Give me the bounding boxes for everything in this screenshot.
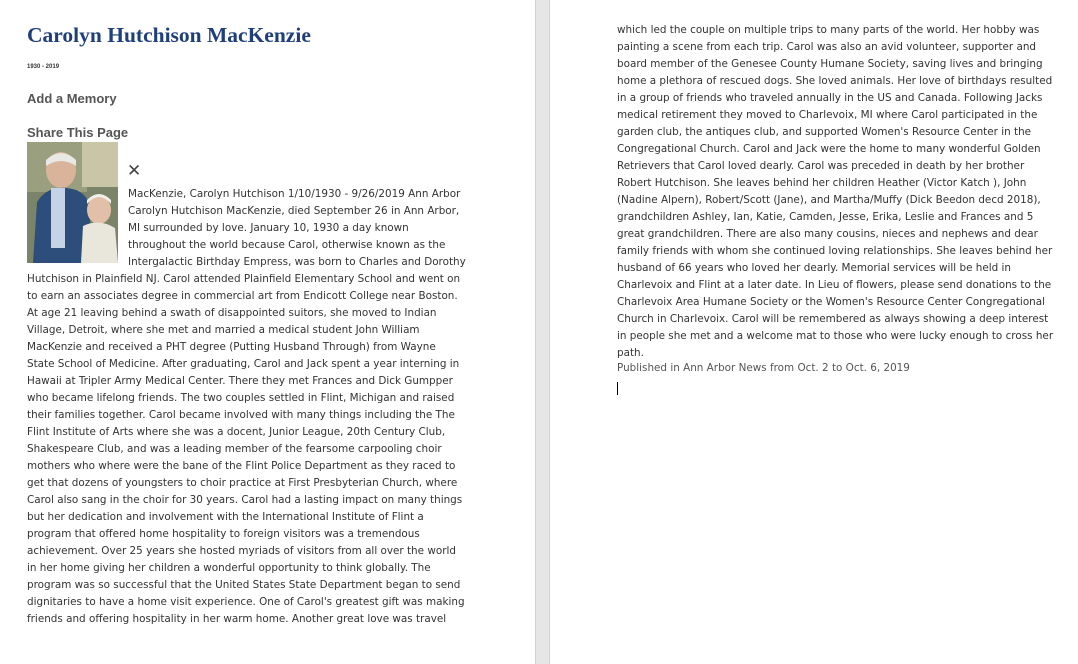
text-line: get that dozens of youngsters to choir practice at First Presbyterian Church, where (27, 477, 458, 489)
text-line: but her dedication and involvement with the International Institute of Flint a (27, 511, 424, 523)
text-line: Charlevoix and Flint at a later date. In Lieu of flowers, please send donations to the (617, 279, 1052, 291)
text-line: to earn an associates degree in commercial art from Endicott College near Boston. (27, 290, 458, 302)
text-line: Carol also sang in the choir for 30 years. Carol had a lasting impact on many things (27, 494, 463, 506)
text-line: (Nadine Alpern), Robert/Scott (Jane), and Martha/Muffy (Dick Beedon decd 2018), (617, 194, 1041, 206)
text-line: friends and offering hospitality in her warm home. Another great love was travel (27, 613, 447, 625)
text-line: Hawaii at Tripler Army Medical Center. There they met Frances and Dick Gumpper (27, 375, 453, 387)
text-line: MI surrounded by love. January 10, 1930 a day known (128, 222, 409, 234)
couple-photo-image (27, 142, 118, 263)
text-line: Church in Charlevoix. Carol will be remembered as always showing a deep interest (617, 313, 1049, 325)
text-line: husband of 66 years who loved her dearly. Memorial services will be held in (617, 262, 1012, 274)
couple-photo (27, 142, 118, 263)
life-dates: 1930 - 2019 (27, 64, 60, 70)
text-line: Shakespeare Club, and was a leading member of the fearsome carpooling choir (27, 443, 442, 455)
text-line: home a plethora of rescued dogs. She loved animals. Her love of birthdays resulted (617, 75, 1053, 87)
text-line: achievement. Over 25 years she hosted myriads of visitors from all over the world (27, 545, 456, 557)
text-line: MacKenzie, Carolyn Hutchison 1/10/1930 - 9/26/2019 Ann Arbor (128, 188, 461, 200)
text-line: Robert Hutchison. She leaves behind her children Heather (Victor Katch ), John (617, 177, 1027, 189)
close-icon[interactable]: ✕ (127, 161, 142, 180)
text-line: Intergalactic Birthday Empress, was born to Charles and Dorothy (128, 256, 466, 268)
text-line: grandchildren Ashley, Ian, Katie, Camden, Jesse, Erika, Leslie and Frances and 5 (617, 211, 1034, 223)
text-line: path. (617, 347, 644, 359)
text-line: painting a scene from each trip. Carol was also an avid volunteer, supporter and (617, 41, 1037, 53)
text-cursor[interactable] (617, 382, 618, 395)
text-line: family friends with whom she continued loving relationships. She leaves behind her (617, 245, 1053, 257)
text-line: Flint Institute of Arts where she was a docent, Junior League, 20th Century Club, (27, 426, 446, 438)
page-title: Carolyn Hutchison MacKenzie (27, 23, 311, 47)
text-line: Charlevoix Area Humane Society or the Women's Resource Center Congregational (617, 296, 1046, 308)
text-line: board member of the Genesee County Humane Society, saving lives and bringing (617, 58, 1043, 70)
text-line: garden club, the antiques club, and supported Women's Resource Center in the (617, 126, 1032, 138)
text-line: Congregational Church. Carol and Jack were the home to many wonderful Golden (617, 143, 1041, 155)
add-memory-link[interactable]: Add a Memory (27, 91, 117, 106)
text-line: dignitaries to have a home visit experience. One of Carol's greatest gift was making (27, 596, 465, 608)
text-line: mothers who where were the bane of the Flint Police Department as they raced to (27, 460, 456, 472)
text-line: program was so successful that the United States State Department began to send (27, 579, 461, 591)
text-line: in people she met and a welcome mat to those who were lucky enough to cross her (617, 330, 1054, 342)
text-line: medical retirement they moved to Charlevoix, MI where Carol participated in the (617, 109, 1038, 121)
share-page-link[interactable]: Share This Page (27, 125, 129, 140)
text-line: in a group of friends who traveled annually in the US and Canada. Following Jacks (617, 92, 1043, 104)
text-line: which led the couple on multiple trips to many parts of the world. Her hobby was (617, 24, 1040, 36)
text-line: their families together. Carol became involved with many things including the The (27, 409, 455, 421)
document-page-left (0, 0, 535, 664)
text-line: Carolyn Hutchison MacKenzie, died September 26 in Ann Arbor, (128, 205, 460, 217)
text-line: Village, Detroit, where she met and married a medical student John William (27, 324, 420, 336)
text-line: in her home giving her children a wonderful opportunity to think globally. The (27, 562, 431, 574)
text-line: throughout the world because Carol, otherwise known as the (128, 239, 446, 251)
text-line: At age 21 leaving behind a swath of disappointed suitors, she moved to Indian (27, 307, 437, 319)
published-note: Published in Ann Arbor News from Oct. 2 to Oct. 6, 2019 (617, 362, 910, 374)
text-line: Hutchison in Plainfield NJ. Carol attended Plainfield Elementary School and went on (27, 273, 461, 285)
text-line: program that offered home hospitality to foreign visitors was a tremendous (27, 528, 420, 540)
text-line: who became lifelong friends. The two couples settled in Flint, Michigan and raised (27, 392, 455, 404)
text-line: great grandchildren. There are also many cousins, nieces and nephews and dear (617, 228, 1038, 240)
text-line: MacKenzie and received a PHT degree (Putting Husband Through) from Wayne (27, 341, 436, 353)
page-gutter (535, 0, 550, 664)
text-line: Retrievers that Carol loved dearly. Carol was preceded in death by her brother (617, 160, 1025, 172)
text-line: State School of Medicine. After graduating, Carol and Jack spent a year interning in (27, 358, 460, 370)
